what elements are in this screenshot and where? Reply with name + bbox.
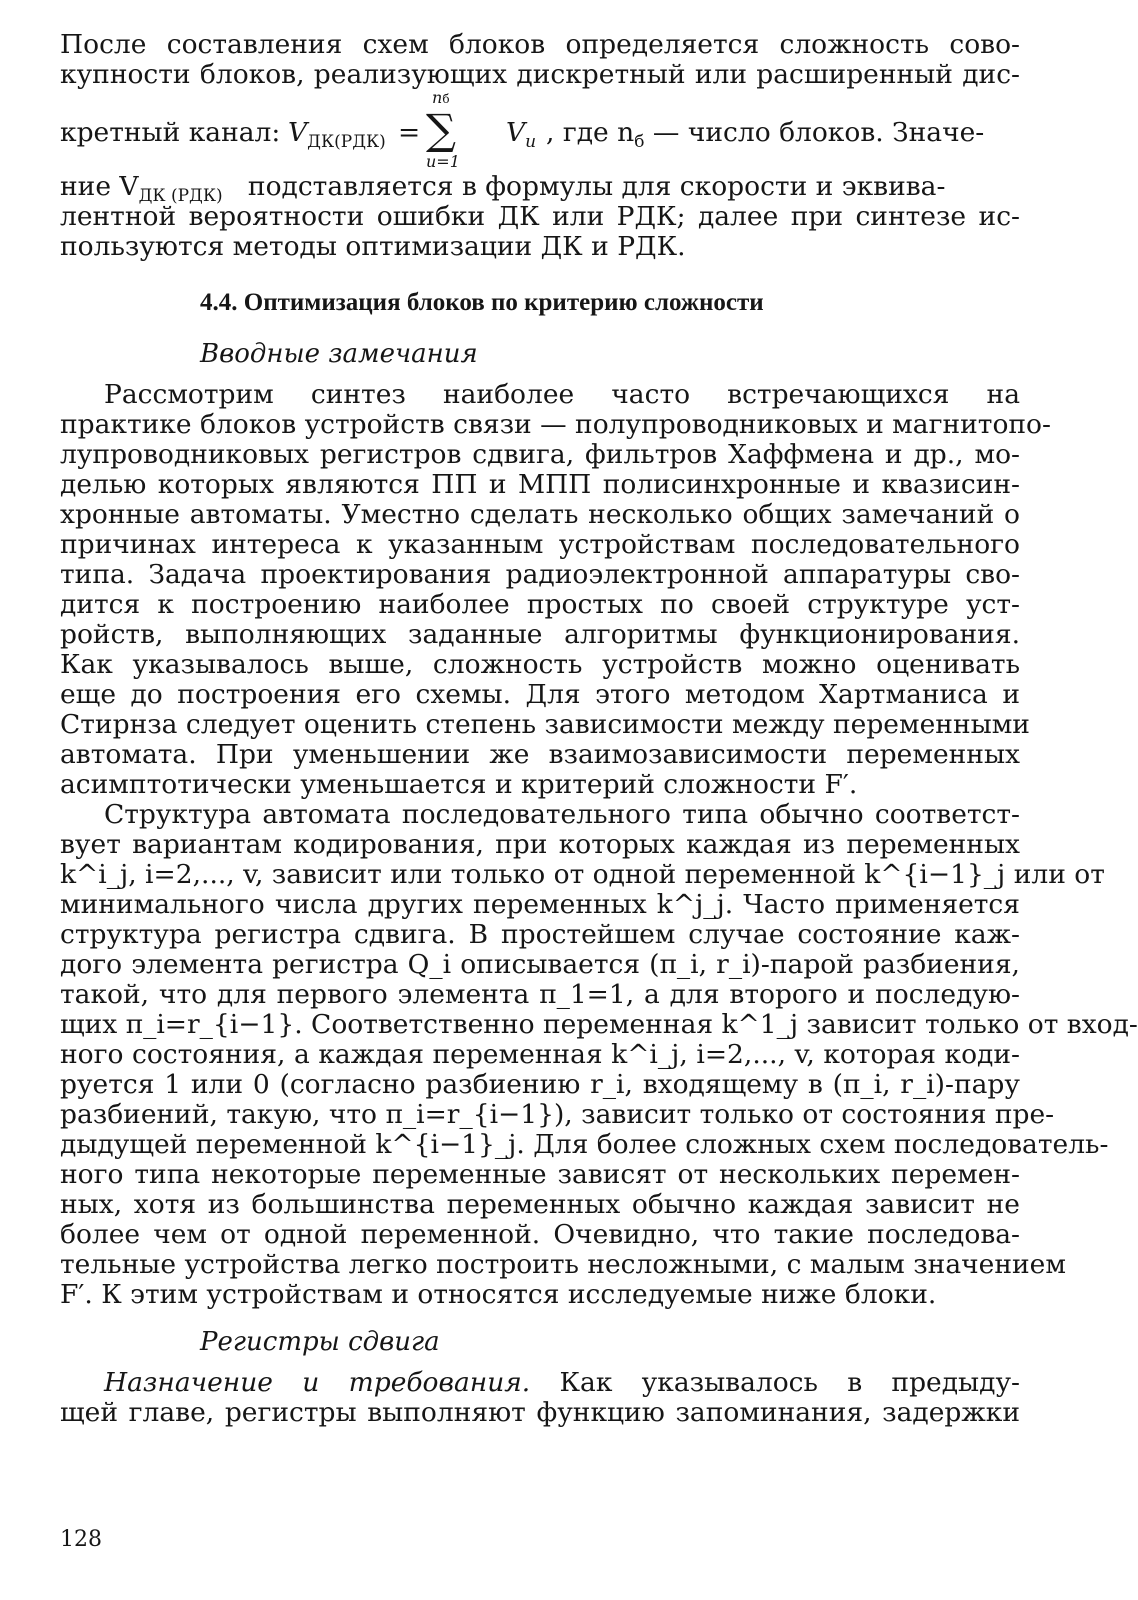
text-line: делью которых являются ПП и МПП полисинхронные и квазисин- <box>60 469 1020 500</box>
page-number: 128 <box>60 1527 102 1552</box>
paragraph-structure <box>60 799 1138 1310</box>
text-line: разбиений, такую, что π_i=r_{i−1}), зависит только от состояния пре- <box>60 1099 1055 1130</box>
text-line: лентной вероятности ошибки ДК или РДК; далее при синтезе ис- <box>60 201 1020 232</box>
text-line: лупроводниковых регистров сдвига, фильтров Хаффмена и др., мо- <box>60 439 1020 470</box>
text-line: вует вариантам кодирования, при которых каждая из переменных <box>60 829 1020 860</box>
text-line: дится к построению наиболее простых по своей структуре уст- <box>60 589 1020 620</box>
text-line: купности блоков, реализующих дискретный или расширенный дис- <box>60 59 1020 90</box>
subheading-intro: Вводные замечания <box>200 339 478 369</box>
formula-suffix: , где $n_б$ — число блоков. Значе- <box>546 117 985 152</box>
text-line: ного типа некоторые переменные зависят от нескольких перемен- <box>60 1159 1020 1190</box>
sum-lower-limit: u=1 <box>426 152 460 171</box>
text-line: щих π_i=r_{i−1}. Соответственно переменная k^1_j зависит только от вход- <box>60 1009 1138 1040</box>
formula-term: $V_u$ <box>506 117 537 152</box>
text-line: ного состояния, а каждая переменная k^i_j, i=2,..., v, которая коди- <box>60 1039 1020 1070</box>
text-line: Структура автомата последовательного типа обычно соответст- <box>104 799 1020 830</box>
text-line: структура регистра сдвига. В простейшем случае состояние каж- <box>60 919 1020 950</box>
text-line: более чем от одной переменной. Очевидно, что такие последова- <box>60 1219 1020 1250</box>
text-line: минимального числа других переменных k^j_j. Часто применяется <box>60 889 1020 920</box>
text-line: F′. К этим устройствам и относятся исследуемые ниже блоки. <box>60 1279 937 1310</box>
formula-prefix: кретный канал: <box>60 117 281 148</box>
text-line: такой, что для первого элемента π_1=1, а для второго и последую- <box>60 979 1020 1010</box>
section-heading: 4.4. Оптимизация блоков по критерию сложности <box>200 289 764 316</box>
text-line: руется 1 или 0 (согласно разбиению r_i, входящему в (π_i, r_i)-пару <box>60 1069 1020 1100</box>
formula-equals: = <box>398 117 421 148</box>
text-line: ние $V_{ДК (РДК)}$ подставляется в формулы для скорости и эквива- <box>60 171 946 206</box>
page-body <box>60 29 1138 1428</box>
text-line: типа. Задача проектирования радиоэлектронной аппаратуры сво- <box>60 559 1020 590</box>
text-line: Рассмотрим синтез наиболее часто встречающихся на <box>104 379 1020 410</box>
text-line: ройств, выполняющих заданные алгоритмы функционирования. <box>60 619 1020 650</box>
text-line: пользуются методы оптимизации ДК и РДК. <box>60 231 686 262</box>
text-line: Стирнза следует оценить степень зависимости между переменными <box>60 709 1030 740</box>
text-line: еще до построения его схемы. Для этого методом Хартманиса и <box>60 679 1020 710</box>
text-line: k^i_j, i=2,..., v, зависит или только от одной переменной k^{i−1}_j или от <box>60 859 1105 890</box>
text-line: асимптотически уменьшается и критерий сложности F′. <box>60 769 858 800</box>
text-line: хронные автоматы. Уместно сделать несколько общих замечаний о <box>60 499 1020 530</box>
text-line: дого элемента регистра Q_i описывается (π_i, r_i)-парой разбиения, <box>60 949 1020 980</box>
text-line: автомата. При уменьшении же взаимозависимости переменных <box>60 739 1020 770</box>
subheading-registers: Регистры сдвига <box>200 1327 440 1357</box>
text-line: практике блоков устройств связи — полупроводниковых и магнитопо- <box>60 409 1051 440</box>
summation-sign: ∑ <box>426 105 456 154</box>
paragraph-intro <box>60 379 1051 800</box>
text-line: тельные устройства легко построить несложными, с малым значением <box>60 1249 1066 1280</box>
text-line: Назначение и требования. Как указывалось в предыду- <box>104 1367 1020 1398</box>
text-line: ных, хотя из большинства переменных обычно каждая зависит не <box>60 1189 1020 1220</box>
text-line: дыдущей переменной k^{i−1}_j. Для более сложных схем последователь- <box>60 1129 1109 1160</box>
text-line: щей главе, регистры выполняют функцию запоминания, задержки <box>60 1397 1020 1428</box>
text-line: Как указывалось выше, сложность устройств можно оценивать <box>60 649 1020 680</box>
text-line: причинах интереса к указанным устройствам последовательного <box>60 529 1020 560</box>
text-line: После составления схем блоков определяется сложность сово- <box>60 29 1020 60</box>
formula-line <box>60 90 1020 172</box>
sum-upper-limit: nб <box>432 88 450 107</box>
formula-lhs: $V_{ДК(РДК)}$ <box>288 117 386 152</box>
